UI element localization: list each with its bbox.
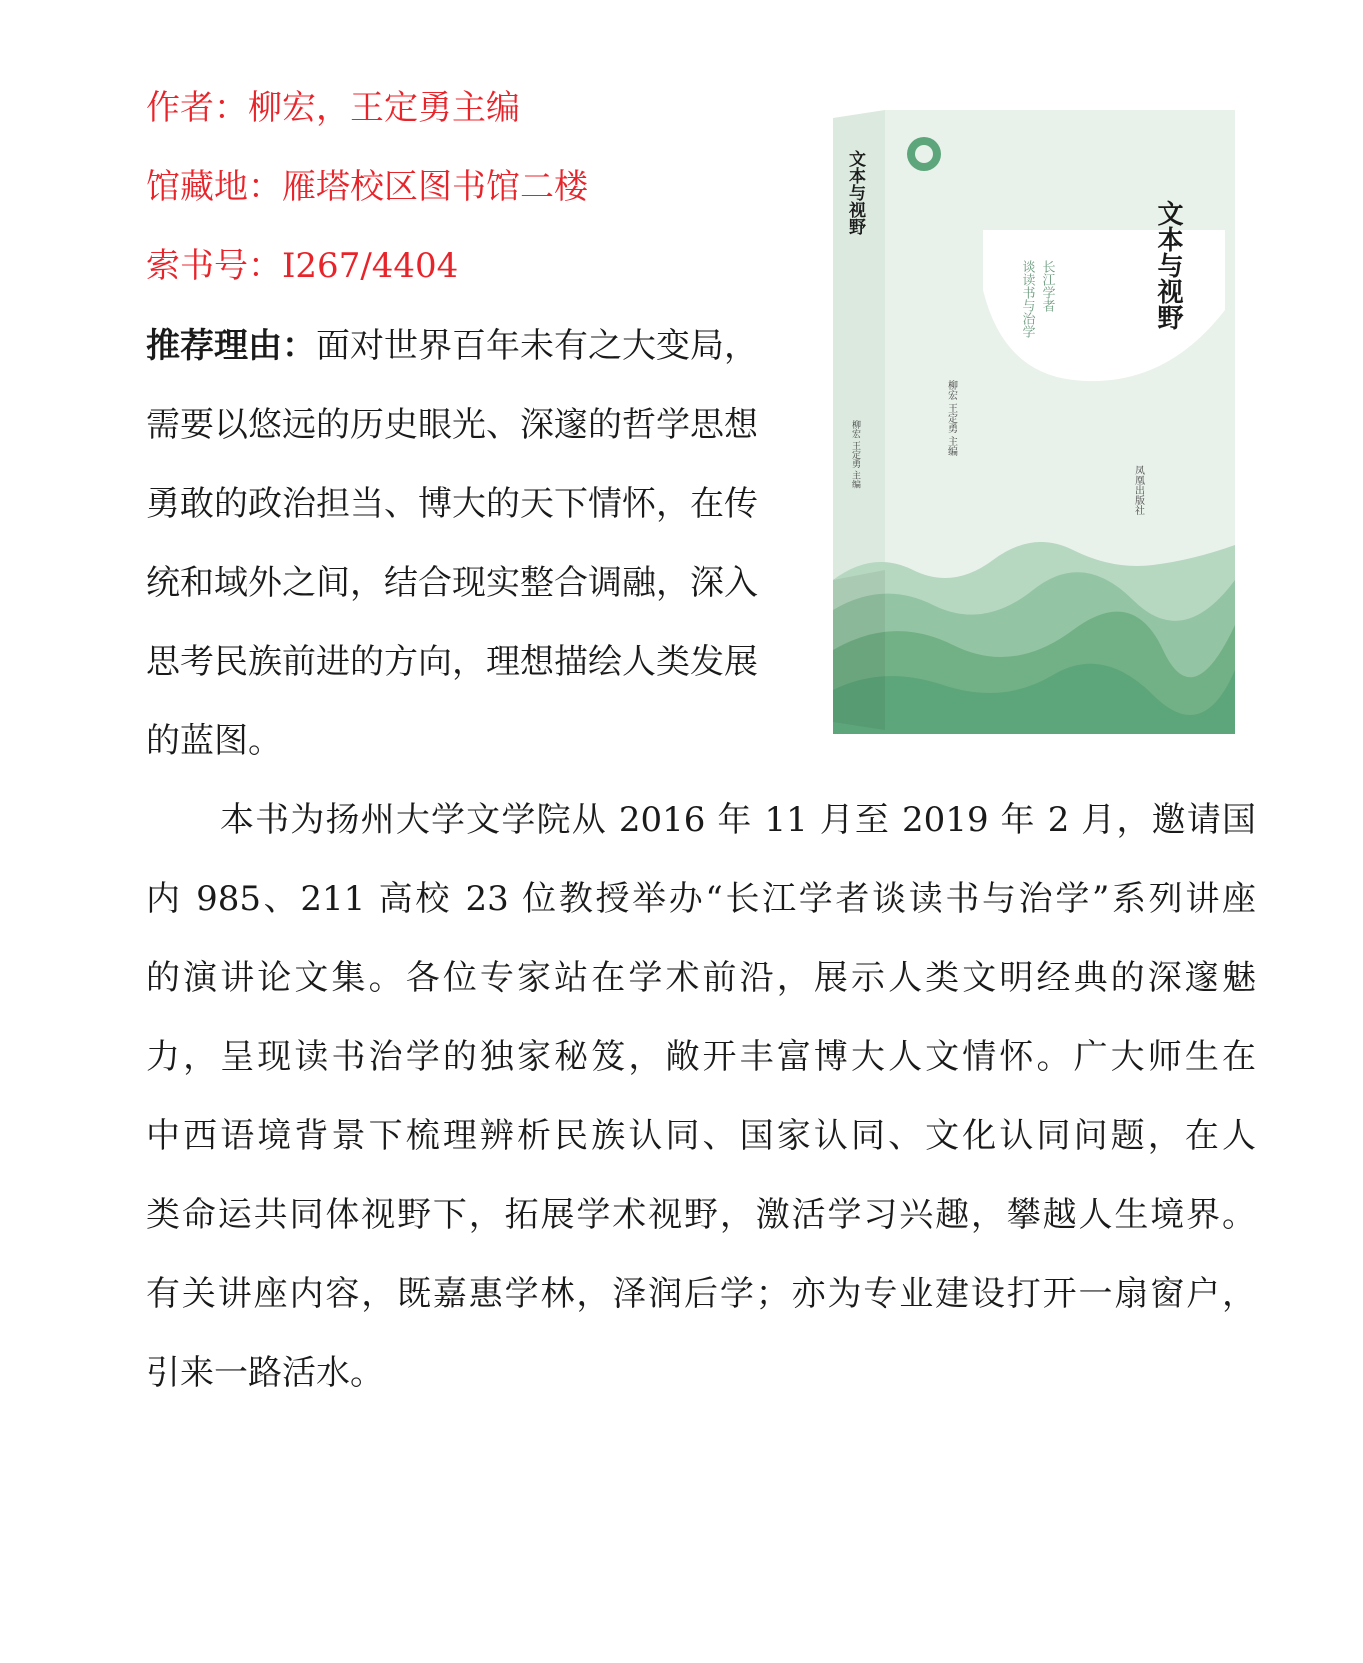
body-line-5: 中西语境背景下梳理辨析民族认同、国家认同、文化认同问题，在人 [146, 1116, 1256, 1156]
call-number-line: 索书号：I267/4404 [146, 246, 459, 286]
body-line-6: 类命运共同体视野下，拓展学术视野，激活学习兴趣，攀越人生境界。 [146, 1195, 1256, 1235]
body-line-2: 内 985、211 高校 23 位教授举办“长江学者谈读书与治学”系列讲座 [146, 879, 1256, 919]
recommend-line-4: 统和域外之间，结合现实整合调融，深入 [146, 563, 758, 603]
cover-subtitle-1: 长江学者 [1039, 260, 1055, 312]
body-line-8: 引来一路活水。 [146, 1353, 384, 1393]
author-line: 作者：柳宏，王定勇主编 [146, 88, 520, 128]
recommend-line-5: 思考民族前进的方向，理想描绘人类发展 [146, 642, 758, 682]
spine-title: 文本与视野 [845, 150, 865, 235]
cover-publisher: 凤凰出版社 [1132, 465, 1144, 515]
body-line-1: 本书为扬州大学文学院从 2016 年 11 月至 2019 年 2 月，邀请国 [220, 800, 1256, 840]
recommend-line-1: 推荐理由：面对世界百年未有之大变局， [146, 326, 758, 366]
cover-subtitle-2: 谈读书与治学 [1019, 260, 1035, 338]
cover-title: 文本与视野 [1153, 200, 1183, 330]
recommend-line-2: 需要以悠远的历史眼光、深邃的哲学思想 [146, 405, 758, 445]
body-line-3: 的演讲论文集。各位专家站在学术前沿，展示人类文明经典的深邃魅 [146, 958, 1256, 998]
spine-editors: 柳宏 王定勇 主编 [850, 420, 860, 489]
recommend-label: 推荐理由： [146, 326, 316, 366]
mountain-pattern [833, 542, 1235, 734]
body-line-4: 力，呈现读书治学的独家秘笈，敞开丰富博大人文情怀。广大师生在 [146, 1037, 1256, 1077]
body-line-7: 有关讲座内容，既嘉惠学林，泽润后学；亦为专业建设打开一扇窗户， [146, 1274, 1256, 1314]
location-line: 馆藏地：雁塔校区图书馆二楼 [146, 167, 588, 207]
recommend-line-6: 的蓝图。 [146, 721, 282, 761]
recommend-line-3: 勇敢的政治担当、博大的天下情怀，在传 [146, 484, 758, 524]
book-cover-image [833, 110, 1235, 734]
cover-editors: 柳宏 王定勇 主编 [945, 380, 957, 457]
